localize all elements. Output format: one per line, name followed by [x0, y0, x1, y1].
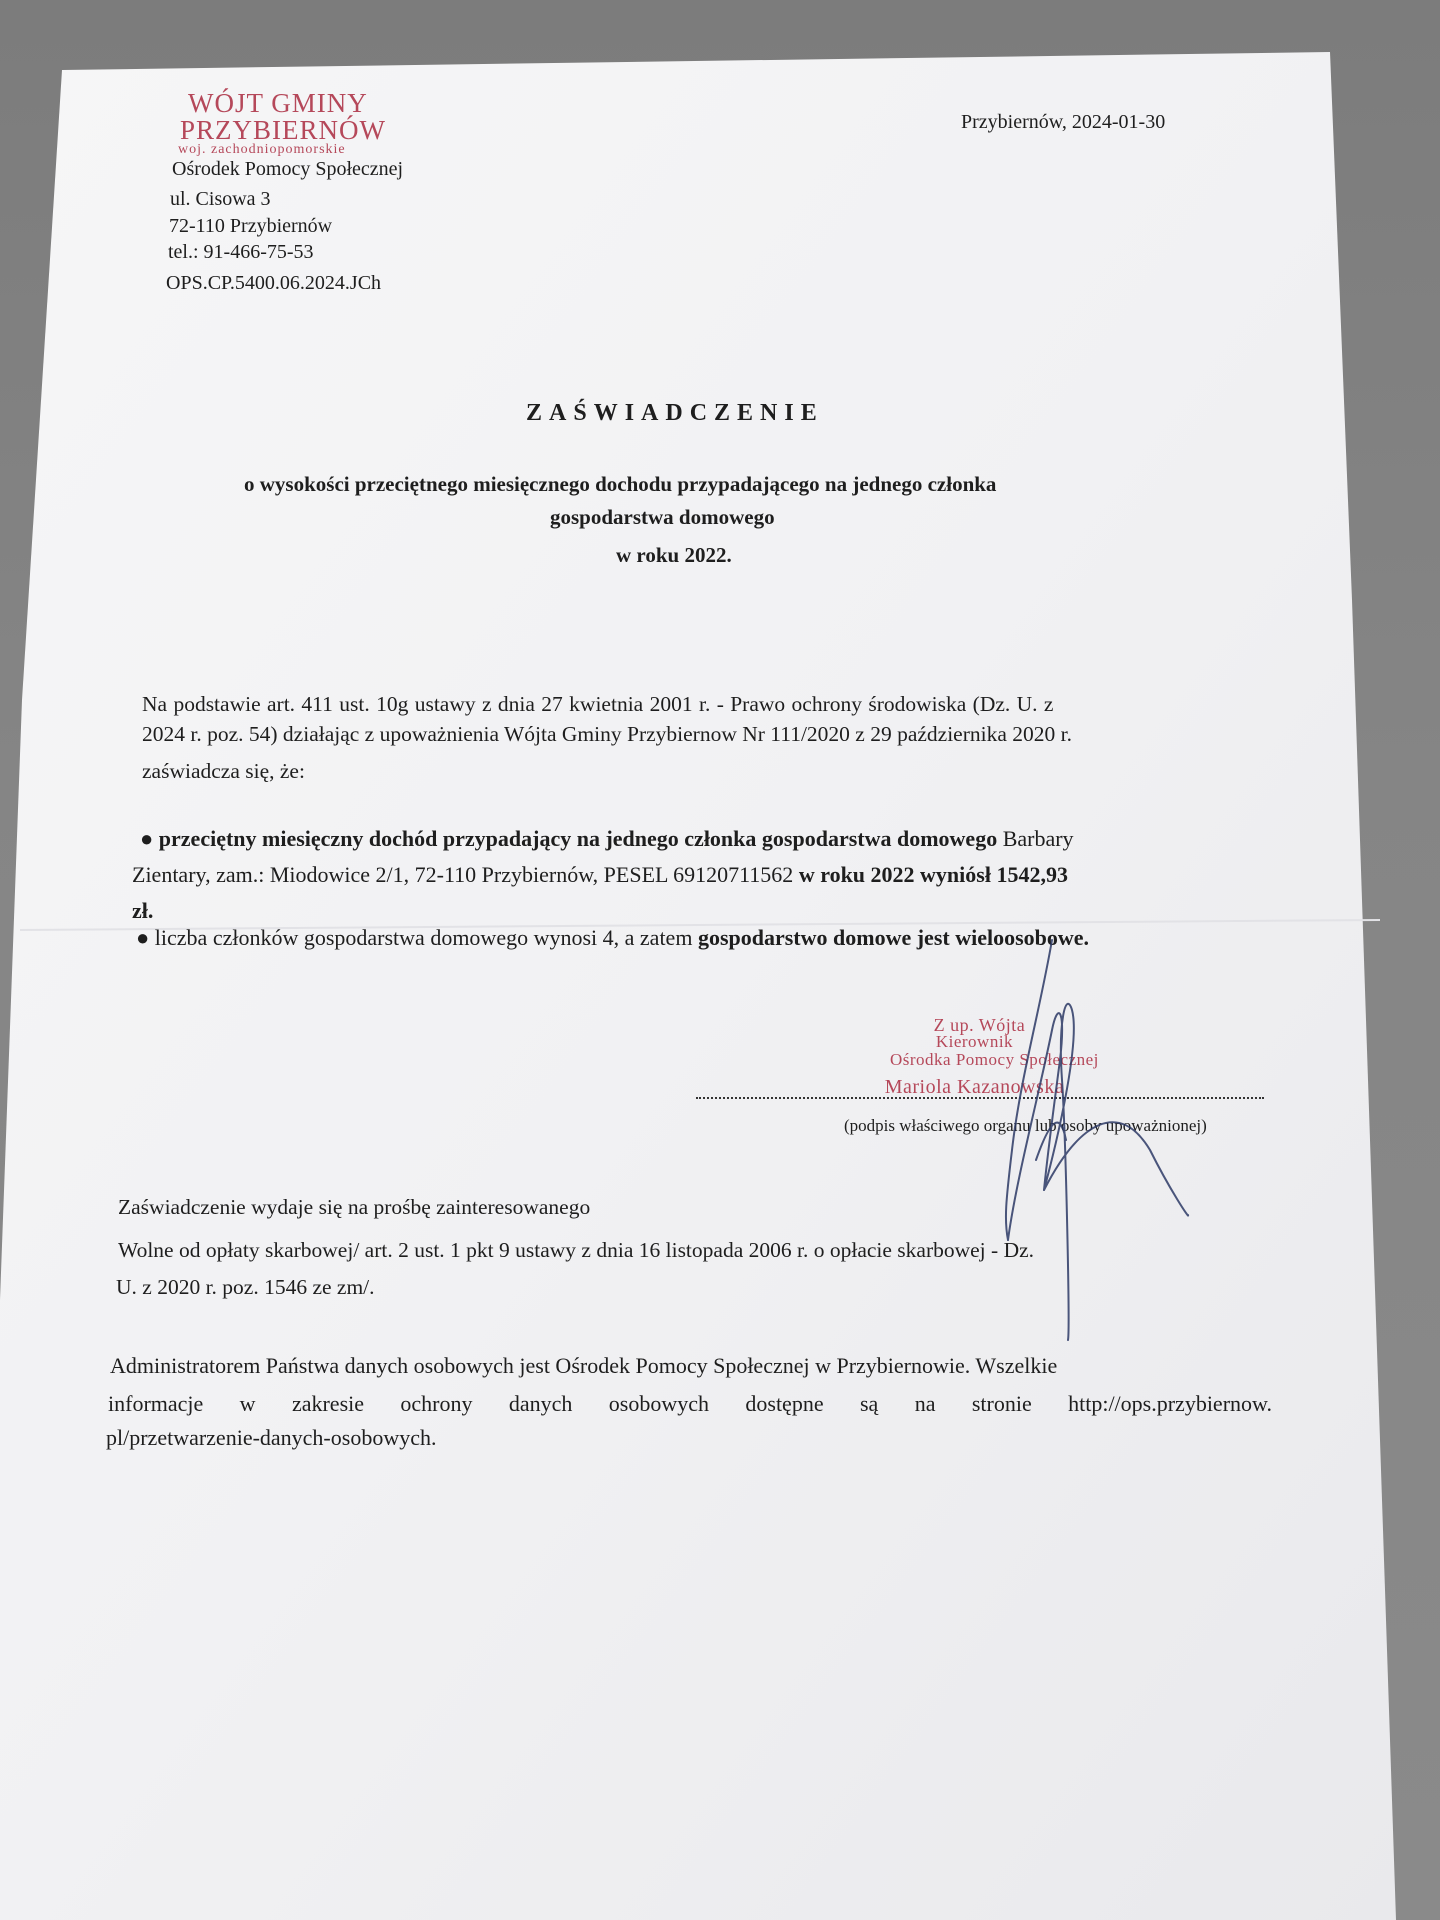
- income-currency: zł.: [132, 898, 154, 923]
- household-bullet: [136, 925, 1089, 951]
- income-amount: w roku 2022 wyniósł 1542,93: [798, 862, 1068, 887]
- intro-line-3: zaświadcza się, że:: [142, 759, 305, 783]
- signature-line: [696, 1097, 1264, 1099]
- org-postal-city: 72-110 Przybiernów: [169, 215, 333, 237]
- income-person-details: Zientary, zam.: Miodowice 2/1, 72-110 Przybiernów, PESEL 69120711562: [132, 862, 799, 887]
- fee-note-line-1: Wolne od opłaty skarbowej/ art. 2 ust. 1 pkt 9 ustawy z dnia 16 listopada 2006 r. o opłacie skarbowej - Dz.: [118, 1238, 1035, 1262]
- mayor-stamp: [160, 88, 386, 158]
- household-type: gospodarstwo domowe jest wieloosobowe.: [697, 925, 1090, 950]
- signature-stamp-line-2: Kierownik: [935, 1032, 1014, 1051]
- intro-line-2: 2024 r. poz. 54) działając z upoważnienia Wójta Gminy Przybiernow Nr 111/2020 z 29 października 2020 r.: [142, 722, 1073, 746]
- subtitle-line-3: w roku 2022.: [616, 543, 732, 567]
- stamp-line-1: WÓJT GMINY: [188, 88, 368, 118]
- gdpr-line-2: informacje w zakresie ochrony danych osobowych dostępne są na stronie http://ops.przybiernow.: [108, 1391, 1272, 1416]
- org-name: Ośrodek Pomocy Społecznej: [172, 158, 404, 180]
- income-bullet: [140, 826, 1074, 852]
- reference-number: OPS.CP.5400.06.2024.JCh: [166, 272, 382, 294]
- bullet-dot: ●: [136, 925, 155, 950]
- org-street: ul. Cisowa 3: [170, 188, 271, 210]
- document-title: ZAŚWIADCZENIE: [526, 400, 824, 426]
- org-phone: tel.: 91-466-75-53: [168, 241, 314, 263]
- gdpr-line-3: pl/przetwarzenie-danych-osobowych.: [106, 1425, 437, 1450]
- stamp-line-2: PRZYBIERNÓW: [180, 115, 386, 145]
- household-count: liczba członków gospodarstwa domowego wynosi 4, a zatem: [154, 925, 698, 950]
- request-note: Zaświadczenie wydaje się na prośbę zainteresowanego: [118, 1195, 591, 1219]
- signature-caption: (podpis właściwego organu lub osoby upoważnionej): [844, 1116, 1207, 1135]
- fee-note-line-2: U. z 2020 r. poz. 1546 ze zm/.: [116, 1275, 375, 1299]
- gdpr-line-1: Administratorem Państwa danych osobowych jest Ośrodek Pomocy Społecznej w Przybiernowie. Wszelkie: [110, 1353, 1058, 1378]
- intro-line-1: Na podstawie art. 411 ust. 10g ustawy z dnia 27 kwietnia 2001 r. - Prawo ochrony środowiska (Dz. U. z: [142, 692, 1054, 716]
- stamp-line-3: woj. zachodniopomorskie: [178, 142, 346, 157]
- signature-stamp: [884, 1015, 1099, 1099]
- signature-stamp-line-1: Z up. Wójta: [933, 1015, 1026, 1035]
- income-label: przeciętny miesięczny dochód przypadający na jednego członka gospodarstwa domowego: [158, 826, 998, 851]
- subtitle-line-2: gospodarstwa domowego: [550, 505, 775, 529]
- income-person-start: Barbary: [997, 826, 1074, 851]
- place-date: Przybiernów, 2024-01-30: [961, 111, 1166, 133]
- income-bullet-line-2: [132, 862, 1068, 888]
- bullet-dot: ●: [140, 826, 159, 851]
- signature-stamp-name: Mariola Kazanowska: [884, 1076, 1065, 1098]
- subtitle-line-1: o wysokości przeciętnego miesięcznego dochodu przypadającego na jednego członka: [244, 472, 997, 496]
- signature-stamp-line-3: Ośrodka Pomocy Społecznej: [890, 1050, 1099, 1069]
